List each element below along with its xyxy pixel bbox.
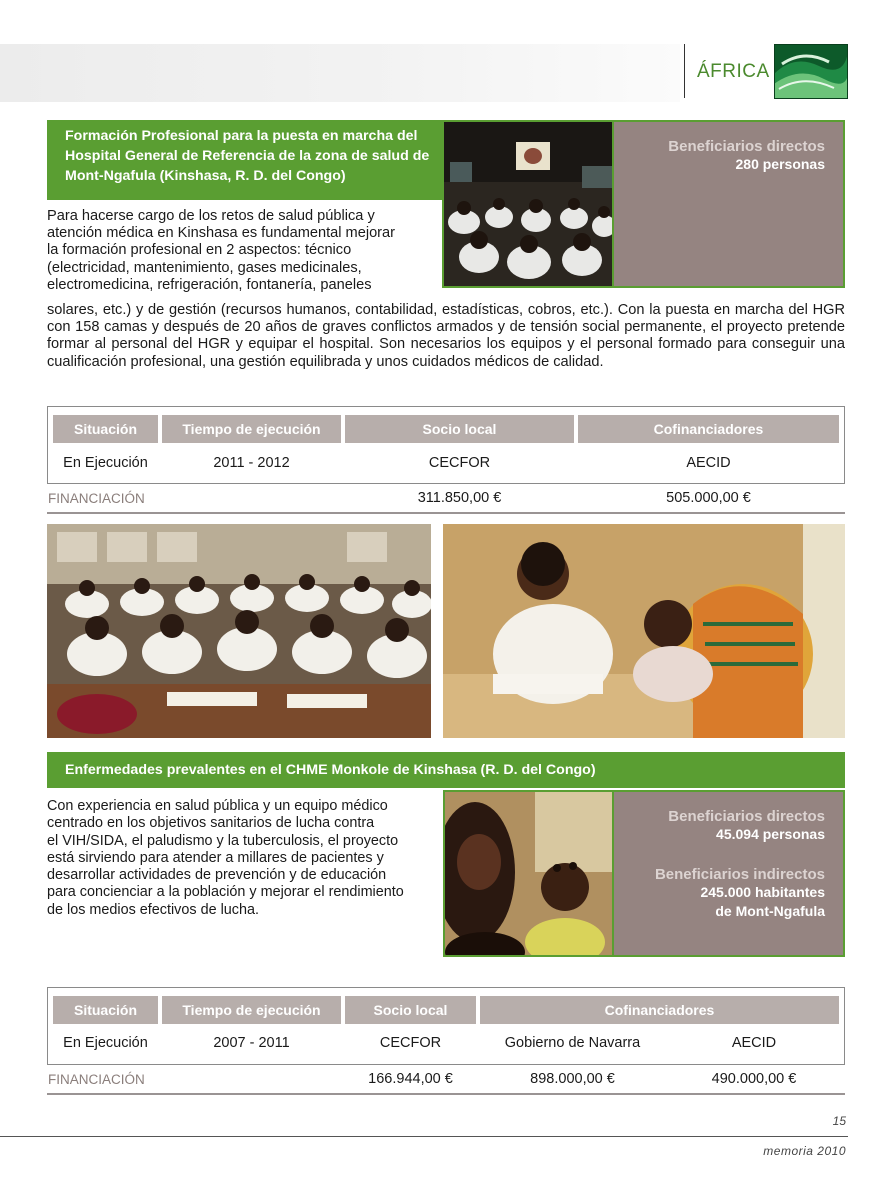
indirect-beneficiaries-value: 245.000 habitantes [700,884,825,900]
nurse-mother-baby-photo [443,524,845,738]
footer-rule [0,1136,848,1137]
students-image [47,524,431,738]
project2-title: Enfermedades prevalentes en el CHME Monkole de Kinshasa (R. D. del Congo) [47,752,845,788]
text-line: el VIH/SIDA, el paludismo y la tuberculosis, el proyecto [47,832,399,849]
financing-cofin-1: 898.000,00 € [530,1071,615,1087]
text-line: centrado en los objetivos sanitarios de lucha contra [47,815,375,832]
mother-child-image [445,792,614,957]
cell-cofinanciador-1: Gobierno de Navarra [504,1035,641,1051]
header-divider [684,44,685,98]
text-line: la formación profesional en 2 aspectos: técnico [47,242,352,259]
text-line: atención médica en Kinshasa es fundamental mejorar [47,225,396,242]
project1-classroom-photo [442,120,614,288]
africa-section-emblem [774,44,848,99]
financing-rule [47,512,845,514]
page-number: 15 [832,1114,846,1128]
classroom-projection-image [444,122,614,288]
project1-beneficiaries-box [614,120,845,288]
cell-cofinanciador-2: AECID [731,1035,777,1051]
header-socio: Socio local [345,996,476,1024]
cell-cofinanciador: AECID [686,455,731,471]
project1-description-bottom: solares, etc.) y de gestión (recursos humanos, contabilidad, estadísticas, cobros, etc.). Con la puesta en marcha del HGR con 158 camas y después de 20 años de graves conflictos armados y de tensión social permanente, el proyecto pretende formar al personal del HGR y equipar el hospital. Son necesarios los equipos y el personal formado para conseguir una cualificación profesional, una gestión equilibrada y unos cuidados médicos de calidad. [47,302,845,370]
section-title: ÁFRICA [697,61,770,82]
text-line: (electricidad, mantenimiento, gases medicinales, [47,259,362,276]
text-line: de los medios efectivos de lucha. [47,901,259,918]
indirect-beneficiaries-place: de Mont-Ngafula [715,903,825,919]
cell-socio: CECFOR [379,1035,442,1051]
text-line: desarrollar actividades de prevención y de educación [47,867,387,884]
project2-beneficiaries-box [614,790,845,957]
header-tiempo: Tiempo de ejecución [162,415,341,443]
direct-beneficiaries-value: 45.094 personas [716,826,825,842]
financing-cofin-2: 490.000,00 € [711,1071,797,1087]
header-tiempo: Tiempo de ejecución [162,996,341,1024]
direct-beneficiaries-label: Beneficiarios directos [668,138,825,155]
header-situacion: Situación [53,996,158,1024]
financing-label: FINANCIACIÓN [48,491,145,506]
cell-situacion: En Ejecución [63,1035,148,1051]
project1-title: Formación Profesional para la puesta en marcha del Hospital General de Referencia de la zona de salud de Mont-Ngafula (Kinshasa, R. D. del Congo) [47,120,442,200]
text-line: para concienciar a la población y mejorar el rendimiento [47,884,404,901]
financing-cofin: 505.000,00 € [666,490,751,506]
cell-situacion: En Ejecución [63,455,148,471]
project2-mother-child-photo [443,790,614,957]
financing-label: FINANCIACIÓN [48,1072,145,1087]
direct-beneficiaries-value: 280 personas [735,156,825,172]
text-line: Para hacerse cargo de los retos de salud pública y [47,208,375,224]
text-line: electromedicina, refrigeración, fontanería, paneles [47,276,372,293]
cell-tiempo: 2011 - 2012 [213,455,290,471]
direct-beneficiaries-label: Beneficiarios directos [668,808,825,825]
cell-socio: CECFOR [428,455,491,471]
cell-tiempo: 2007 - 2011 [213,1035,290,1051]
header-band [0,44,680,102]
financing-rule [47,1093,845,1095]
header-cofinanciadores: Cofinanciadores [578,415,839,443]
project2-description [47,798,437,919]
project1-description-top [47,208,437,294]
header-situacion: Situación [53,415,158,443]
header-socio: Socio local [345,415,574,443]
text-line: Con experiencia en salud pública y un equipo médico [47,798,388,814]
header-cofinanciadores: Cofinanciadores [480,996,839,1024]
students-classroom-photo [47,524,431,738]
text-line: está sirviendo para atender a millares de pacientes y [47,849,384,866]
indirect-beneficiaries-label: Beneficiarios indirectos [654,866,825,883]
publication-name: memoria 2010 [763,1144,846,1158]
nurse-image [443,524,845,738]
financing-local: 166.944,00 € [368,1071,453,1087]
financing-local: 311.850,00 € [417,490,502,506]
